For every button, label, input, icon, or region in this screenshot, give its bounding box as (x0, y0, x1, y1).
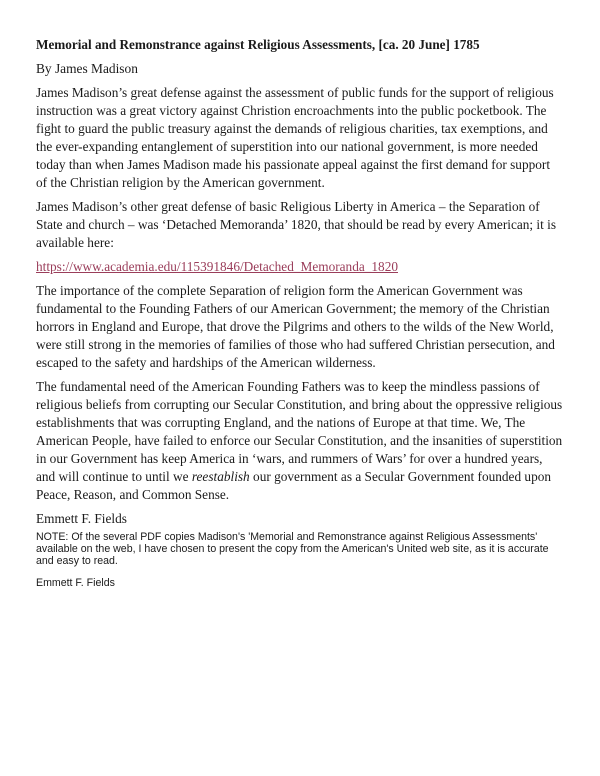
link-line (36, 258, 564, 276)
paragraph-4 (36, 378, 564, 504)
paragraph-3: The importance of the complete Separation of religion form the American Government was fundamental to the Founding Fathers of our American Government; the memory of the Christian horrors in England and Europe, that drove the Pilgrims and others to the wilds of the New World, were still strong in the memories of families of those who had suffered Christian persecution, and escaped to the safety and hardships of the American wilderness. (36, 283, 555, 370)
paragraph-4-text-start: The fundamental need of the American Founding Fathers was to keep the mindless passions of religious beliefs from corrupting our Secular Constitution, and bring about the oppressive religious establishments that was corrupting England, and the nations of Europe at that time. We, The American People, have failed to enforce our Secular Constitution, and the insanities of superstition in our Government has keep America in ‘wars, and rummers of Wars’ for over a hundred years, and will continue to until we (36, 379, 563, 484)
signature-note: Emmett F. Fields (36, 577, 115, 590)
document-title: Memorial and Remonstrance against Religious Assessments, [ca. 20 June] 1785 (36, 37, 480, 52)
paragraph-4-emphasis: reestablish (191, 469, 250, 484)
signature: Emmett F. Fields (36, 511, 127, 526)
note-text: NOTE: Of the several PDF copies Madison's 'Memorial and Remonstrance against Religious Assessments' available on the web, I have chosen to present the copy from the American's United web site, as it is accurate and easy to read. (36, 531, 549, 567)
paragraph-2: James Madison’s other great defense of basic Religious Liberty in America – the Separation of State and church – was ‘Detached Memoranda’ 1820, that should be read by every American; it is available here: (36, 199, 557, 250)
paragraph-4-text-end: our government as a Secular Government founded upon Peace, Reason, and Common Sense. (36, 469, 552, 502)
document-page (36, 36, 564, 589)
detached-memoranda-link[interactable]: https://www.academia.edu/115391846/Detached_Memoranda_1820 (36, 259, 398, 274)
paragraph-1: James Madison’s great defense against the assessment of public funds for the support of religious instruction was a great victory against Christion encroachments into the public pocketbook. The fight to guard the public treasury against the demands of religious charities, tax exemptions, and the ever-expanding entanglement of superstition into our national government, is more needed today than when James Madison made his passionate appeal against the first demand for support of the Christian religion by the American government. (36, 85, 554, 190)
author-byline: By James Madison (36, 61, 138, 76)
